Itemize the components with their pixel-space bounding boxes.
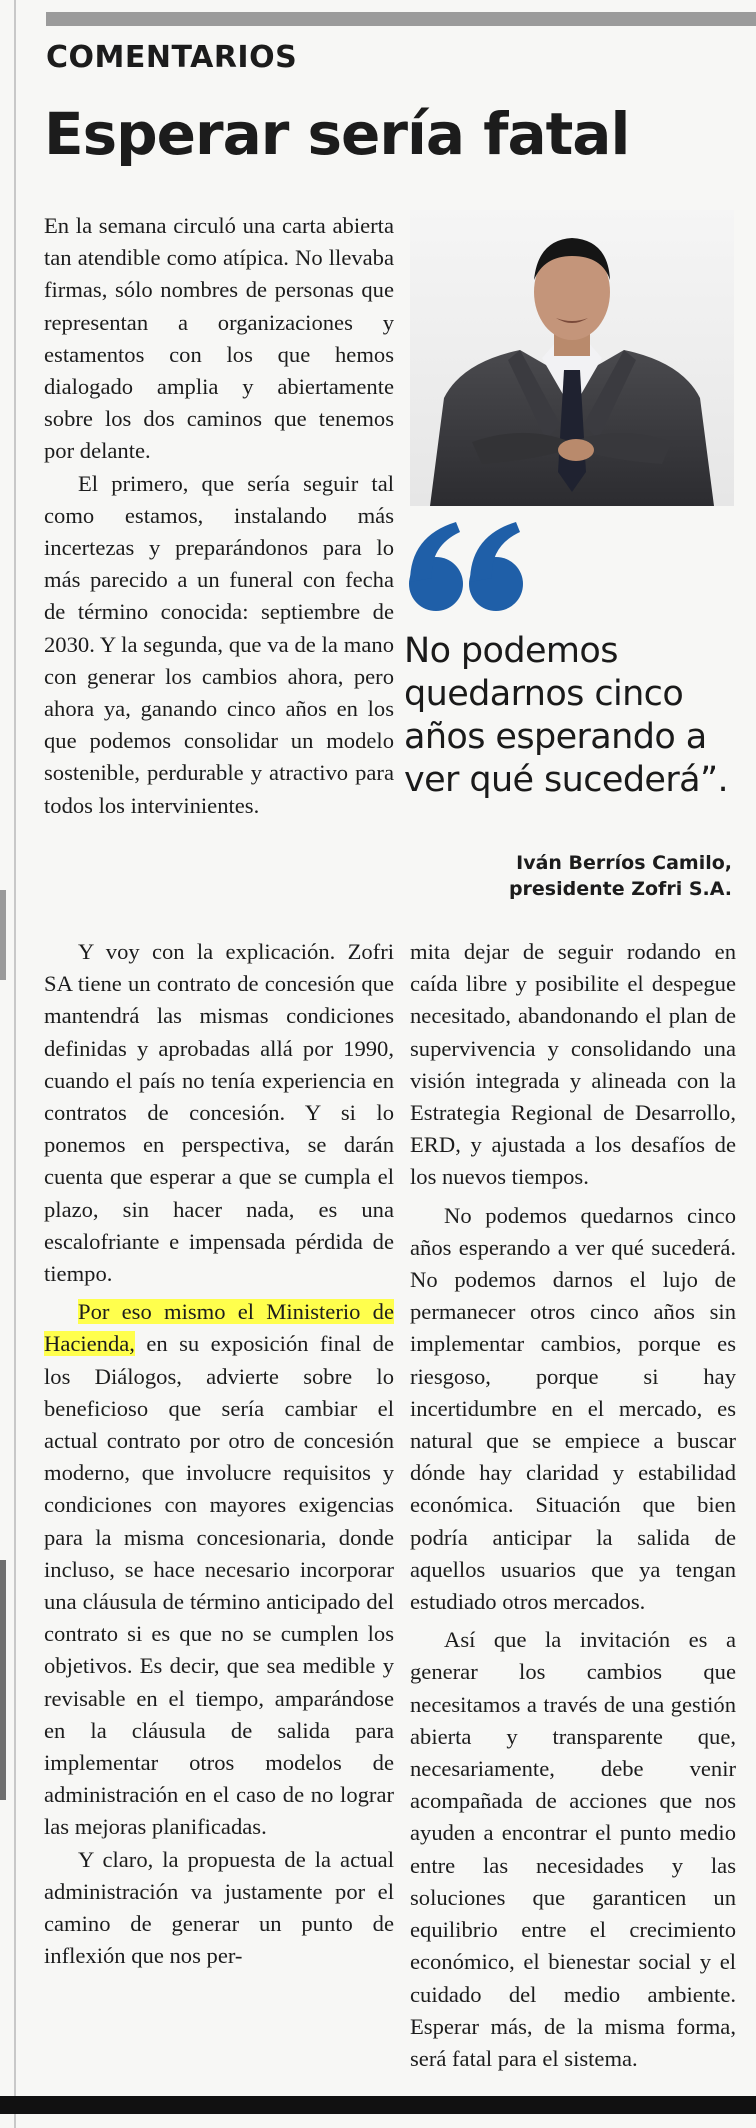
- paragraph: mita dejar de seguir rodando en caída libre y posibilite el despegue necesitado, abandonando el plan de supervivencia y consolidando una visión integrada y alineada con la Estrategia Regional de Desarrollo, ERD, y ajustada a los desafíos de los nuevos tiempos.: [410, 939, 736, 1190]
- paragraph: Así que la invitación es a generar los cambios que necesitamos a través de una gestión abierta y transparente que, necesariamente, debe venir acompañada de acciones que nos ayuden a encontrar el punto medio entre las necesidades y las soluciones que garanticen un equilibrio entre el crecimiento económico, el bienestar social y el cuidado del medio ambiente. Esperar más, de la misma forma, será fatal para el sistema.: [410, 1627, 736, 2071]
- header-rule: [46, 12, 756, 26]
- pull-quote: No podemos quedarnos cinco años esperando a ver qué sucederá”.: [404, 631, 729, 800]
- page-gutter-line: [14, 0, 16, 2128]
- quote-attribution: [509, 850, 732, 902]
- section-label: COMENTARIOS: [46, 40, 298, 75]
- paragraph: Y voy con la explicación. Zofri SA tiene un contrato de concesión que mantendrá las mismas condiciones definidas y aprobadas allá por 1990, cuando el país no tenía experiencia en contratos de concesión. Y si lo ponemos en perspectiva, se darán cuenta que esperar a que se cumpla el plazo, sin hacer nada, es una escalofriante e impensada pérdida de tiempo.: [44, 939, 394, 1287]
- article-column-left: [44, 936, 394, 1973]
- paragraph: El primero, que sería seguir tal como estamos, instalando más incertezas y preparándonos para lo más parecido a un funeral con fecha de término conocida: septiembre de 2030. Y la segunda, que va de la mano con generar los cambios ahora, pero ahora ya, ganando cinco años en los que podemos consolidar un modelo sostenible, perdurable y atractivo para todos los intervinientes.: [44, 470, 394, 818]
- columnist-portrait: [410, 210, 734, 506]
- paragraph-text: en su exposición final de los Diálogos, advierte sobre lo beneficioso que sería cambiar el actual contrato por otro de concesión moderno, que involucre requisitos y condiciones con mayores exigencias para la misma concesionaria, donde incluso, se hace necesario incorporar una cláusula de término anticipado del contrato si es que no se cumplen los objetivos. Es decir, que sea medible y revisable en el tiempo, amparándose en la cláusula de salida para implementar otros modelos de administración en el caso de no lograr las mejoras planificadas.: [44, 1331, 394, 1840]
- highlighted-text: Por eso mismo el Ministerio de Hacienda,: [44, 1299, 394, 1357]
- portrait-graphic: [410, 210, 734, 506]
- attribution-role: presidente Zofri S.A.: [508, 878, 732, 900]
- article-column-right: [410, 936, 736, 2075]
- footer-rule: [0, 2096, 756, 2114]
- page-edge-mark: [0, 1560, 6, 1800]
- attribution-name: Iván Berríos Camilo,: [516, 852, 732, 874]
- article-headline: Esperar sería fatal: [44, 100, 630, 168]
- article-column-upper: [44, 210, 394, 822]
- opening-quote-icon: [404, 520, 544, 620]
- paragraph: [44, 1296, 394, 1843]
- paragraph: Y claro, la propuesta de la actual administración va justamente por el camino de generar un punto de inflexión que nos per-: [44, 1846, 394, 1969]
- paragraph: En la semana circuló una carta abierta tan atendible como atípica. No llevaba firmas, sólo nombres de personas que representan a organizaciones y estamentos con los que hemos dialogado amplia y abiertamente sobre los dos caminos que tenemos por delante.: [44, 213, 394, 464]
- page-edge-mark: [0, 890, 6, 980]
- paragraph: No podemos quedarnos cinco años esperando a ver qué sucederá. No podemos darnos el lujo de permanecer otros cinco años sin implementar cambios, porque es riesgoso, porque si hay incertidumbre en el mercado, es natural que se empiece a buscar dónde hay claridad y estabilidad económica. Situación que bien podría anticipar la salida de aquellos usuarios que ya tengan estudiado otros mercados.: [410, 1202, 736, 1615]
